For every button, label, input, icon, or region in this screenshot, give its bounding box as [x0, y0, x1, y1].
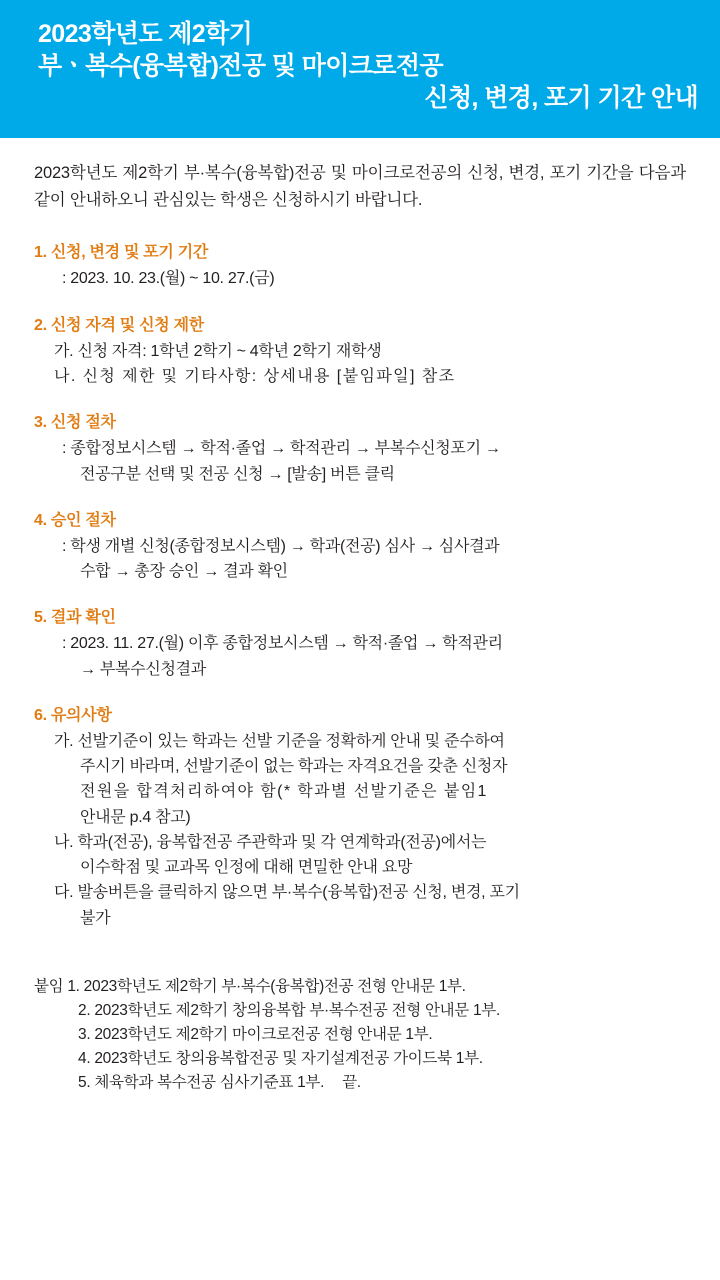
- section-1-title: 1. 신청, 변경 및 포기 기간: [34, 244, 209, 262]
- banner-title-line-2: 부ㆍ복수(융복합)전공 및 마이크로전공: [38, 52, 443, 80]
- section-3-title: 3. 신청 절차: [34, 414, 116, 432]
- section-1: [34, 239, 686, 291]
- section-6-item-b-line-1: 나. 학과(전공), 융복합전공 주관학과 및 각 연계학과(전공)에서는: [54, 833, 487, 851]
- section-6-item-c-line-2: 불가: [80, 909, 111, 927]
- notice-body: [0, 138, 720, 1095]
- section-2-line-2: 나. 신청 제한 및 기타사항: 상세내용 [붙임파일] 참조: [54, 367, 456, 385]
- section-6-item-a-line-4: 안내문 p.4 참고): [80, 808, 191, 826]
- section-5-line-2: → 부복수신청결과: [80, 660, 206, 678]
- section-5-title: 5. 결과 확인: [34, 609, 116, 627]
- banner-title-line-3: 신청, 변경, 포기 기간 안내: [424, 84, 698, 112]
- section-2: [34, 312, 686, 390]
- attachment-item-5: [34, 1071, 686, 1095]
- attachment-item-4: 4. 2023학년도 창의융복합전공 및 자기설계전공 가이드북 1부.: [78, 1050, 483, 1067]
- section-6-item-a-line-1: 가. 선발기준이 있는 학과는 선발 기준을 정확하게 안내 및 준수하여: [54, 732, 505, 750]
- section-6-item-a-line-2: 주시기 바라며, 선발기준이 없는 학과는 자격요건을 갖춘 신청자: [80, 758, 508, 776]
- section-6-item-a-line-3: 전원을 합격처리하여야 함(* 학과별 선발기준은 붙임1: [80, 783, 488, 801]
- banner-title-line-1: 2023학년도 제2학기: [38, 20, 253, 48]
- section-4-body: [34, 534, 686, 585]
- intro-paragraph: 2023학년도 제2학기 부·복수(융복합)전공 및 마이크로전공의 신청, 변경, 포기 기간을 다음과 같이 안내하오니 관심있는 학생은 신청하시기 바랍니다.: [34, 164, 686, 209]
- section-4-line-2: 수합 → 총장 승인 → 결과 확인: [80, 563, 288, 581]
- section-3-line-1: : 종합정보시스템 → 학적·졸업 → 학적관리 → 부복수신청포기 →: [62, 440, 501, 458]
- section-2-body: [34, 339, 686, 390]
- section-3-body: [34, 436, 686, 487]
- section-6-body: [34, 729, 686, 931]
- section-1-line-1: : 2023. 10. 23.(월) ~ 10. 27.(금): [62, 270, 275, 288]
- section-6-item-c-line-1: 다. 발송버튼을 클릭하지 않으면 부·복수(융복합)전공 신청, 변경, 포기: [54, 884, 520, 902]
- section-6-item-b-line-2: 이수학점 및 교과목 인정에 대해 면밀한 안내 요망: [80, 859, 413, 877]
- attachment-item-1: 붙임 1. 2023학년도 제2학기 부·복수(융복합)전공 전형 안내문 1부.: [34, 977, 466, 995]
- header-banner: [0, 0, 720, 138]
- section-2-title: 2. 신청 자격 및 신청 제한: [34, 316, 204, 334]
- document-end-mark: 끝.: [342, 1074, 361, 1092]
- section-2-line-1: 가. 신청 자격: 1학년 2학기 ~ 4학년 2학기 재학생: [54, 342, 382, 360]
- section-5: [34, 604, 686, 682]
- attachment-item-2: 2. 2023학년도 제2학기 창의융복합 부·복수전공 전형 안내문 1부.: [78, 1001, 500, 1019]
- section-4-line-1: : 학생 개별 신청(종합정보시스템) → 학과(전공) 심사 → 심사결과: [62, 537, 500, 555]
- section-5-line-1: : 2023. 11. 27.(월) 이후 종합정보시스템 → 학적·졸업 → 학적관리: [62, 635, 503, 653]
- section-4-title: 4. 승인 절차: [34, 511, 116, 529]
- attachment-item-5-text: 5. 체육학과 복수전공 심사기준표 1부.: [78, 1074, 325, 1092]
- attachment-item-3: 3. 2023학년도 제2학기 마이크로전공 전형 안내문 1부.: [78, 1025, 433, 1043]
- section-4: [34, 507, 686, 585]
- section-1-body: [34, 266, 686, 291]
- section-6: [34, 702, 686, 931]
- section-3: [34, 409, 686, 487]
- section-6-title: 6. 유의사항: [34, 706, 112, 724]
- attachments-list: [34, 975, 686, 1095]
- section-3-line-2: 전공구분 선택 및 전공 신청 → [발송] 버튼 클릭: [80, 465, 395, 483]
- section-5-body: [34, 631, 686, 682]
